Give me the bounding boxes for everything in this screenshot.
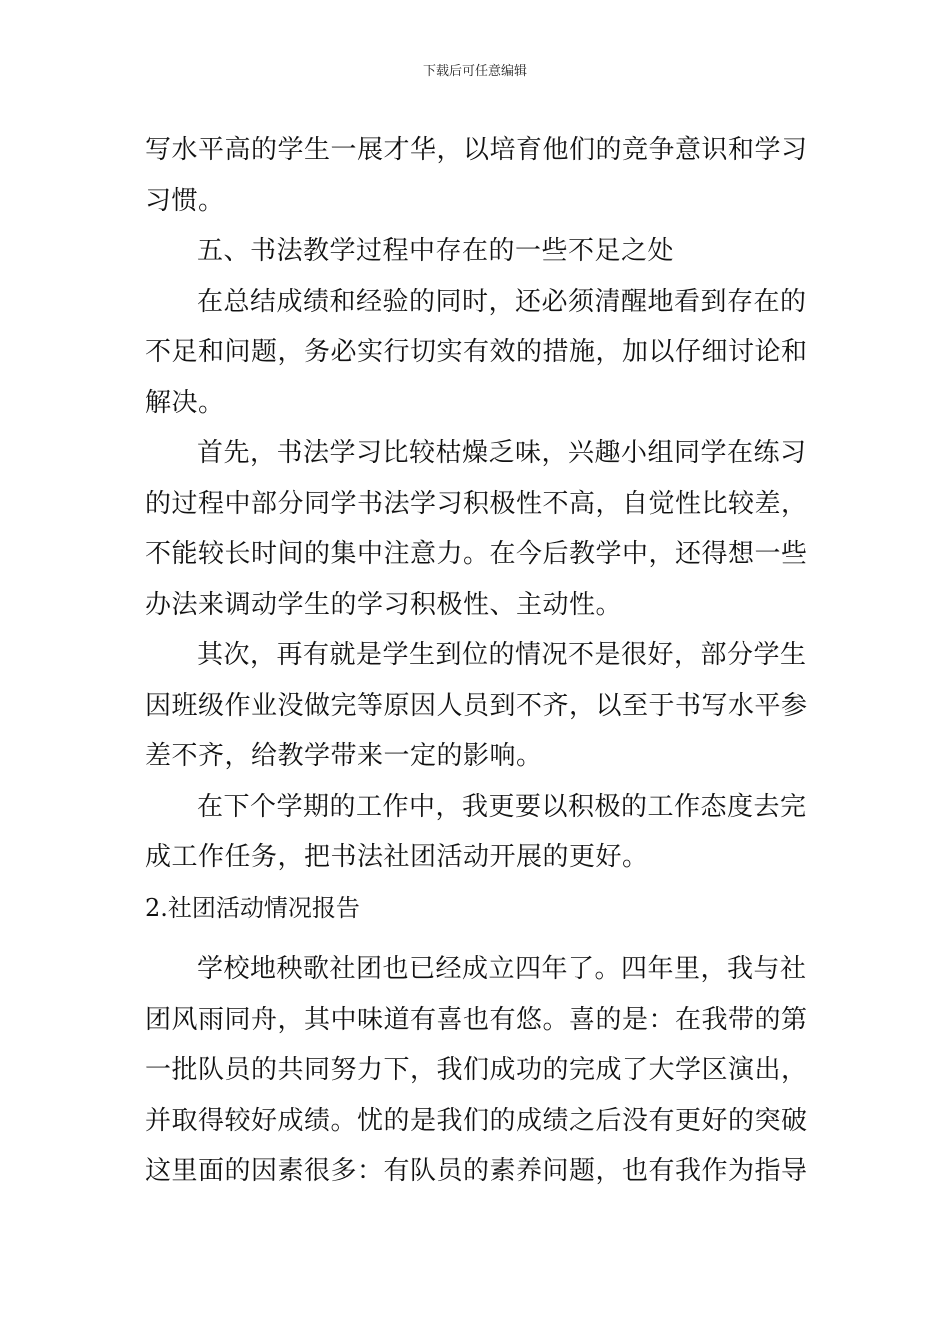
text-line: 成工作任务，把书法社团活动开展的更好。 xyxy=(145,842,649,872)
text-line: 解决。 xyxy=(145,387,225,418)
text-line: 并取得较好成绩。忧的是我们的成绩之后没有更好的突破 xyxy=(145,1105,808,1136)
page-header: 下载后可任意编辑 xyxy=(422,64,527,79)
text-line: 的过程中部分同学书法学习积极性不高，自觉性比较差， xyxy=(145,488,808,519)
text-line: 不足和问题，务必实行切实有效的措施，加以仔细讨论和 xyxy=(145,337,808,367)
text-line: 在总结成绩和经验的同时，还必须清醒地看到存在的 xyxy=(197,286,807,317)
text-line: 因班级作业没做完等原因人员到不齐，以至于书写水平参 xyxy=(145,690,808,721)
text-line: 其次，再有就是学生到位的情况不是很好，部分学生 xyxy=(197,640,807,670)
text-line: 办法来调动学生的学习积极性、主动性。 xyxy=(145,589,623,620)
text-line: 在下个学期的工作中，我更要以积极的工作态度去完 xyxy=(197,791,807,822)
section-1-text xyxy=(145,125,810,933)
text-line: 首先，书法学习比较枯燥乏味，兴趣小组同学在练习 xyxy=(197,438,807,468)
text-line: 学校地秧歌社团也已经成立四年了。四年里，我与社 xyxy=(197,954,807,984)
section-heading: 五、书法教学过程中存在的一些不足之处 xyxy=(197,236,675,266)
section-2-heading: 2.社团活动情况报告 xyxy=(145,893,360,922)
text-line: 差不齐，给教学带来一定的影响。 xyxy=(145,741,543,771)
text-line: 这里面的因素很多：有队员的素养问题，也有我作为指导 xyxy=(145,1156,808,1186)
text-line: 不能较长时间的集中注意力。在今后教学中，还得想一些 xyxy=(145,539,808,569)
text-line: 习惯。 xyxy=(145,185,225,216)
text-line: 团风雨同舟，其中味道有喜也有悠。喜的是：在我带的第 xyxy=(145,1004,808,1035)
text-line: 一批队员的共同努力下，我们成功的完成了大学区演出， xyxy=(145,1055,808,1085)
section-2-text xyxy=(145,944,810,1197)
text-line: 写水平高的学生一展才华，以培育他们的竞争意识和学习 xyxy=(145,135,808,165)
